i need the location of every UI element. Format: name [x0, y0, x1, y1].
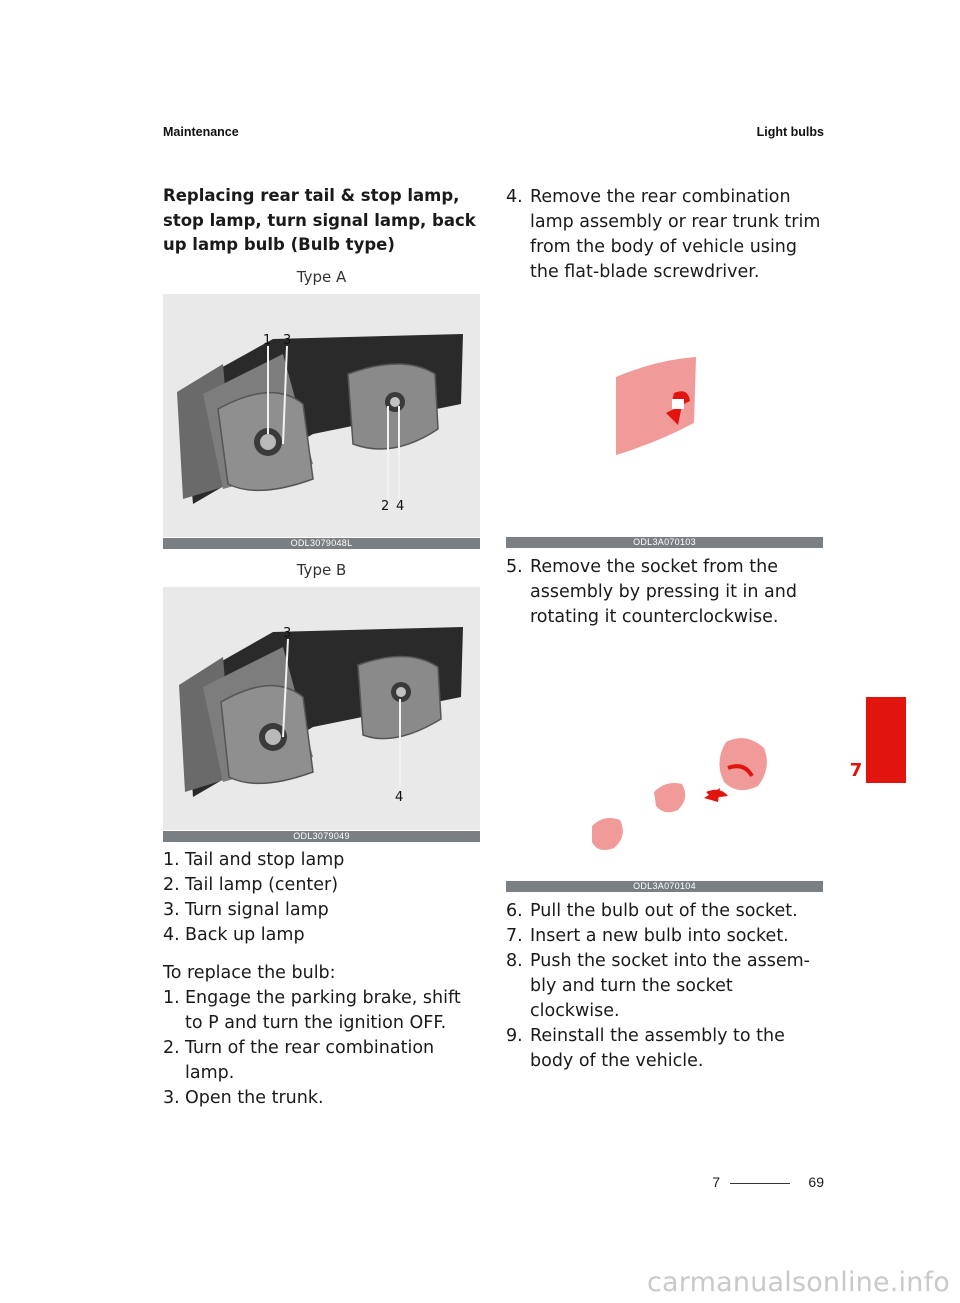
- footer-chapter: 7: [712, 1174, 720, 1190]
- list-item: 2. Turn of the rear combination lamp.: [163, 1038, 435, 1083]
- callout-1: 1: [263, 333, 272, 348]
- socket-removal-illustration: [506, 650, 823, 878]
- list-item: 3. Turn signal lamp: [163, 900, 329, 920]
- footer-page-number: 69: [808, 1174, 824, 1190]
- figure-caption-type-a: Type A: [296, 268, 347, 286]
- rear-lamp-type-a-illustration: [163, 294, 480, 537]
- callout-2: 2: [381, 499, 390, 514]
- header-topic: Light bulbs: [756, 125, 824, 139]
- figure-code-type-a: ODL3079048L: [163, 538, 480, 549]
- section-heading: Replacing rear tail & stop lamp, stop lamp, turn signal lamp, back up lamp bulb (Bulb type): [163, 186, 476, 254]
- figure-code-step-5: ODL3A070104: [506, 881, 823, 892]
- callout-3: 3: [283, 626, 292, 641]
- step-4: [506, 185, 824, 285]
- header-section: Maintenance: [163, 125, 239, 139]
- list-item: 4. Back up lamp: [163, 925, 305, 945]
- chapter-tab: [866, 697, 906, 783]
- callout-4: 4: [395, 790, 404, 805]
- figure-caption-type-b: Type B: [296, 561, 347, 579]
- list-item: 1. Engage the parking brake, shift to P and turn the ignition OFF.: [163, 988, 461, 1033]
- legend-list: [163, 848, 483, 948]
- list-item: 4. Remove the rear combination lamp assembly or rear trunk trim from the body of vehicle using the flat-blade screwdriver.: [506, 187, 821, 282]
- chapter-tab-number: 7: [849, 760, 863, 781]
- figure-code-step-4: ODL3A070103: [506, 537, 823, 548]
- callout-4: 4: [396, 499, 405, 514]
- footer-divider: [730, 1183, 790, 1184]
- list-item: 8. Push the socket into the assem-bly and turn the socket clockwise.: [506, 951, 810, 1021]
- figure-step-5: [506, 650, 823, 878]
- rear-lamp-type-b-illustration: [163, 587, 480, 830]
- list-item: 7. Insert a new bulb into socket.: [506, 926, 789, 946]
- intro-text: To replace the bulb:: [163, 963, 336, 983]
- steps-list-right: [506, 899, 824, 1074]
- watermark: carmanualsonline.info: [647, 1267, 950, 1298]
- figure-code-type-b: ODL3079049: [163, 831, 480, 842]
- list-item: 6. Pull the bulb out of the socket.: [506, 901, 798, 921]
- figure-type-b: [163, 587, 480, 830]
- step-5: [506, 555, 824, 630]
- trim-removal-illustration: [506, 305, 823, 535]
- figure-type-a: [163, 294, 480, 537]
- list-item: 3. Open the trunk.: [163, 1088, 324, 1108]
- list-item: 2. Tail lamp (center): [163, 875, 339, 895]
- list-item: 5. Remove the socket from the assembly by pressing it in and rotating it counterclockwise.: [506, 557, 797, 627]
- steps-list-left: [163, 986, 483, 1111]
- list-item: 1. Tail and stop lamp: [163, 850, 345, 870]
- callout-3: 3: [283, 333, 292, 348]
- list-item: 9. Reinstall the assembly to the body of the vehicle.: [506, 1026, 785, 1071]
- figure-step-4: [506, 305, 823, 535]
